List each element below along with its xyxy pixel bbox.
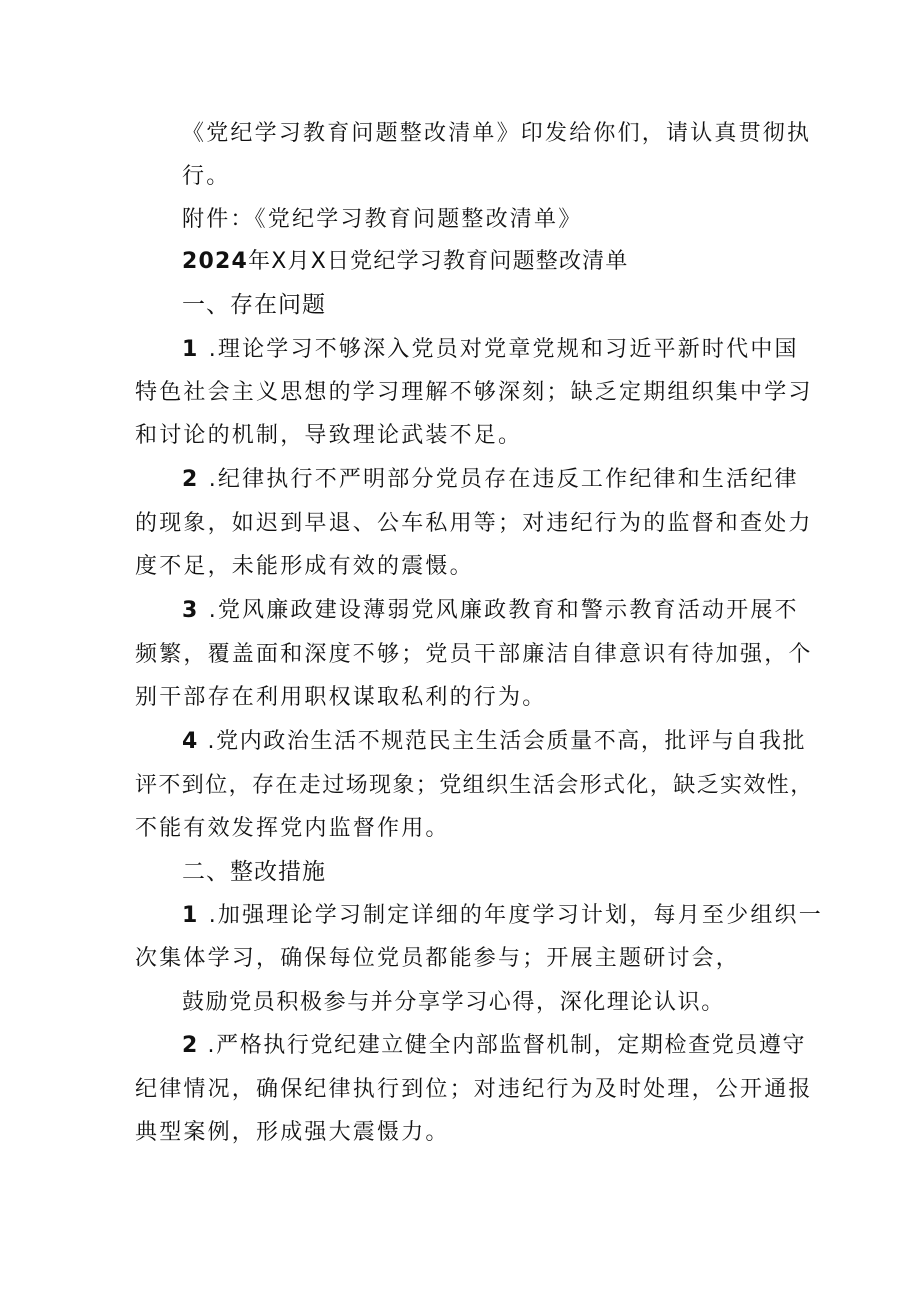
problem-item-4-line-2: 评不到位，存在走过场现象；党组织生活会形式化，缺乏实效性，: [135, 773, 814, 798]
problem-item-3-text-1: .党风廉政建设薄弱党风廉政教育和警示教育活动开展不: [208, 598, 799, 623]
problem-item-1-line-2: 特色社会主义思想的学习理解不够深刻；缺乏定期组织集中学习: [135, 380, 813, 405]
measure-item-2-line-2: 纪律情况，确保纪律执行到位；对违纪行为及时处理，公开通报: [135, 1077, 813, 1102]
problem-item-2-line-1: [182, 465, 799, 495]
problem-item-2-line-2: 的现象，如迟到早退、公车私用等；对违纪行为的监督和查处力: [135, 511, 813, 536]
problem-item-1-number: 1: [182, 337, 200, 362]
problem-item-3-line-2: 频繁，覆盖面和深度不够；党员干部廉洁自律意识有待加强，个: [135, 642, 813, 667]
measure-item-2-number: 2: [182, 1033, 199, 1058]
problem-item-1-line-3: 和讨论的机制，导致理论武装不足。: [135, 423, 523, 448]
intro-line-2: 行。: [182, 164, 231, 189]
intro-line-1: 《党纪学习教育问题整改清单》印发给你们，请认真贯彻执: [182, 121, 812, 146]
problem-item-3-line-1: [182, 596, 799, 626]
problem-item-4-line-1: [182, 727, 806, 757]
measure-item-1-text-1: .加强理论学习制定详细的年度学习计划，每月至少组织一: [208, 903, 823, 928]
problem-item-2-number: 2: [182, 467, 200, 492]
problem-item-2-text-1: .纪律执行不严明部分党员存在违反工作纪律和生活纪律: [208, 467, 799, 492]
measure-item-2-line-1: [182, 1031, 806, 1061]
problem-item-4-line-3: 不能有效发挥党内监督作用。: [135, 816, 450, 841]
section-heading-problems: 一、存在问题: [182, 292, 326, 318]
document-title-text: 年X月X日党纪学习教育问题整改清单: [248, 249, 629, 274]
problem-item-4-number: 4: [182, 729, 199, 754]
document-title: [182, 247, 629, 277]
attachment-line: 附件：《党纪学习教育问题整改清单》: [182, 207, 583, 232]
problem-item-1-line-1: [182, 335, 799, 365]
measure-item-1-line-1: [182, 901, 823, 931]
document-title-year: 2024: [182, 249, 249, 274]
problem-item-2-line-3: 度不足，未能形成有效的震慑。: [135, 554, 474, 579]
problem-item-3-line-3: 别干部存在利用职权谋取私利的行为。: [135, 685, 547, 710]
measure-item-2-line-3: 典型案例，形成强大震慑力。: [135, 1120, 450, 1145]
problem-item-4-text-1: .党内政治生活不规范民主生活会质量不高，批评与自我批: [207, 729, 807, 754]
measure-item-1-line-3: 鼓励党员积极参与并分享学习心得，深化理论认识。: [182, 990, 725, 1015]
problem-item-3-number: 3: [182, 598, 200, 623]
measure-item-1-line-2: 次集体学习，确保每位党员都能参与；开展主题研讨会，: [135, 946, 741, 971]
measure-item-2-text-1: .严格执行党纪建立健全内部监督机制，定期检查党员遵守: [207, 1033, 807, 1058]
problem-item-1-text-1: .理论学习不够深入党员对党章党规和习近平新时代中国: [208, 337, 799, 362]
section-heading-measures: 二、整改措施: [182, 859, 326, 885]
measure-item-1-number: 1: [182, 903, 200, 928]
